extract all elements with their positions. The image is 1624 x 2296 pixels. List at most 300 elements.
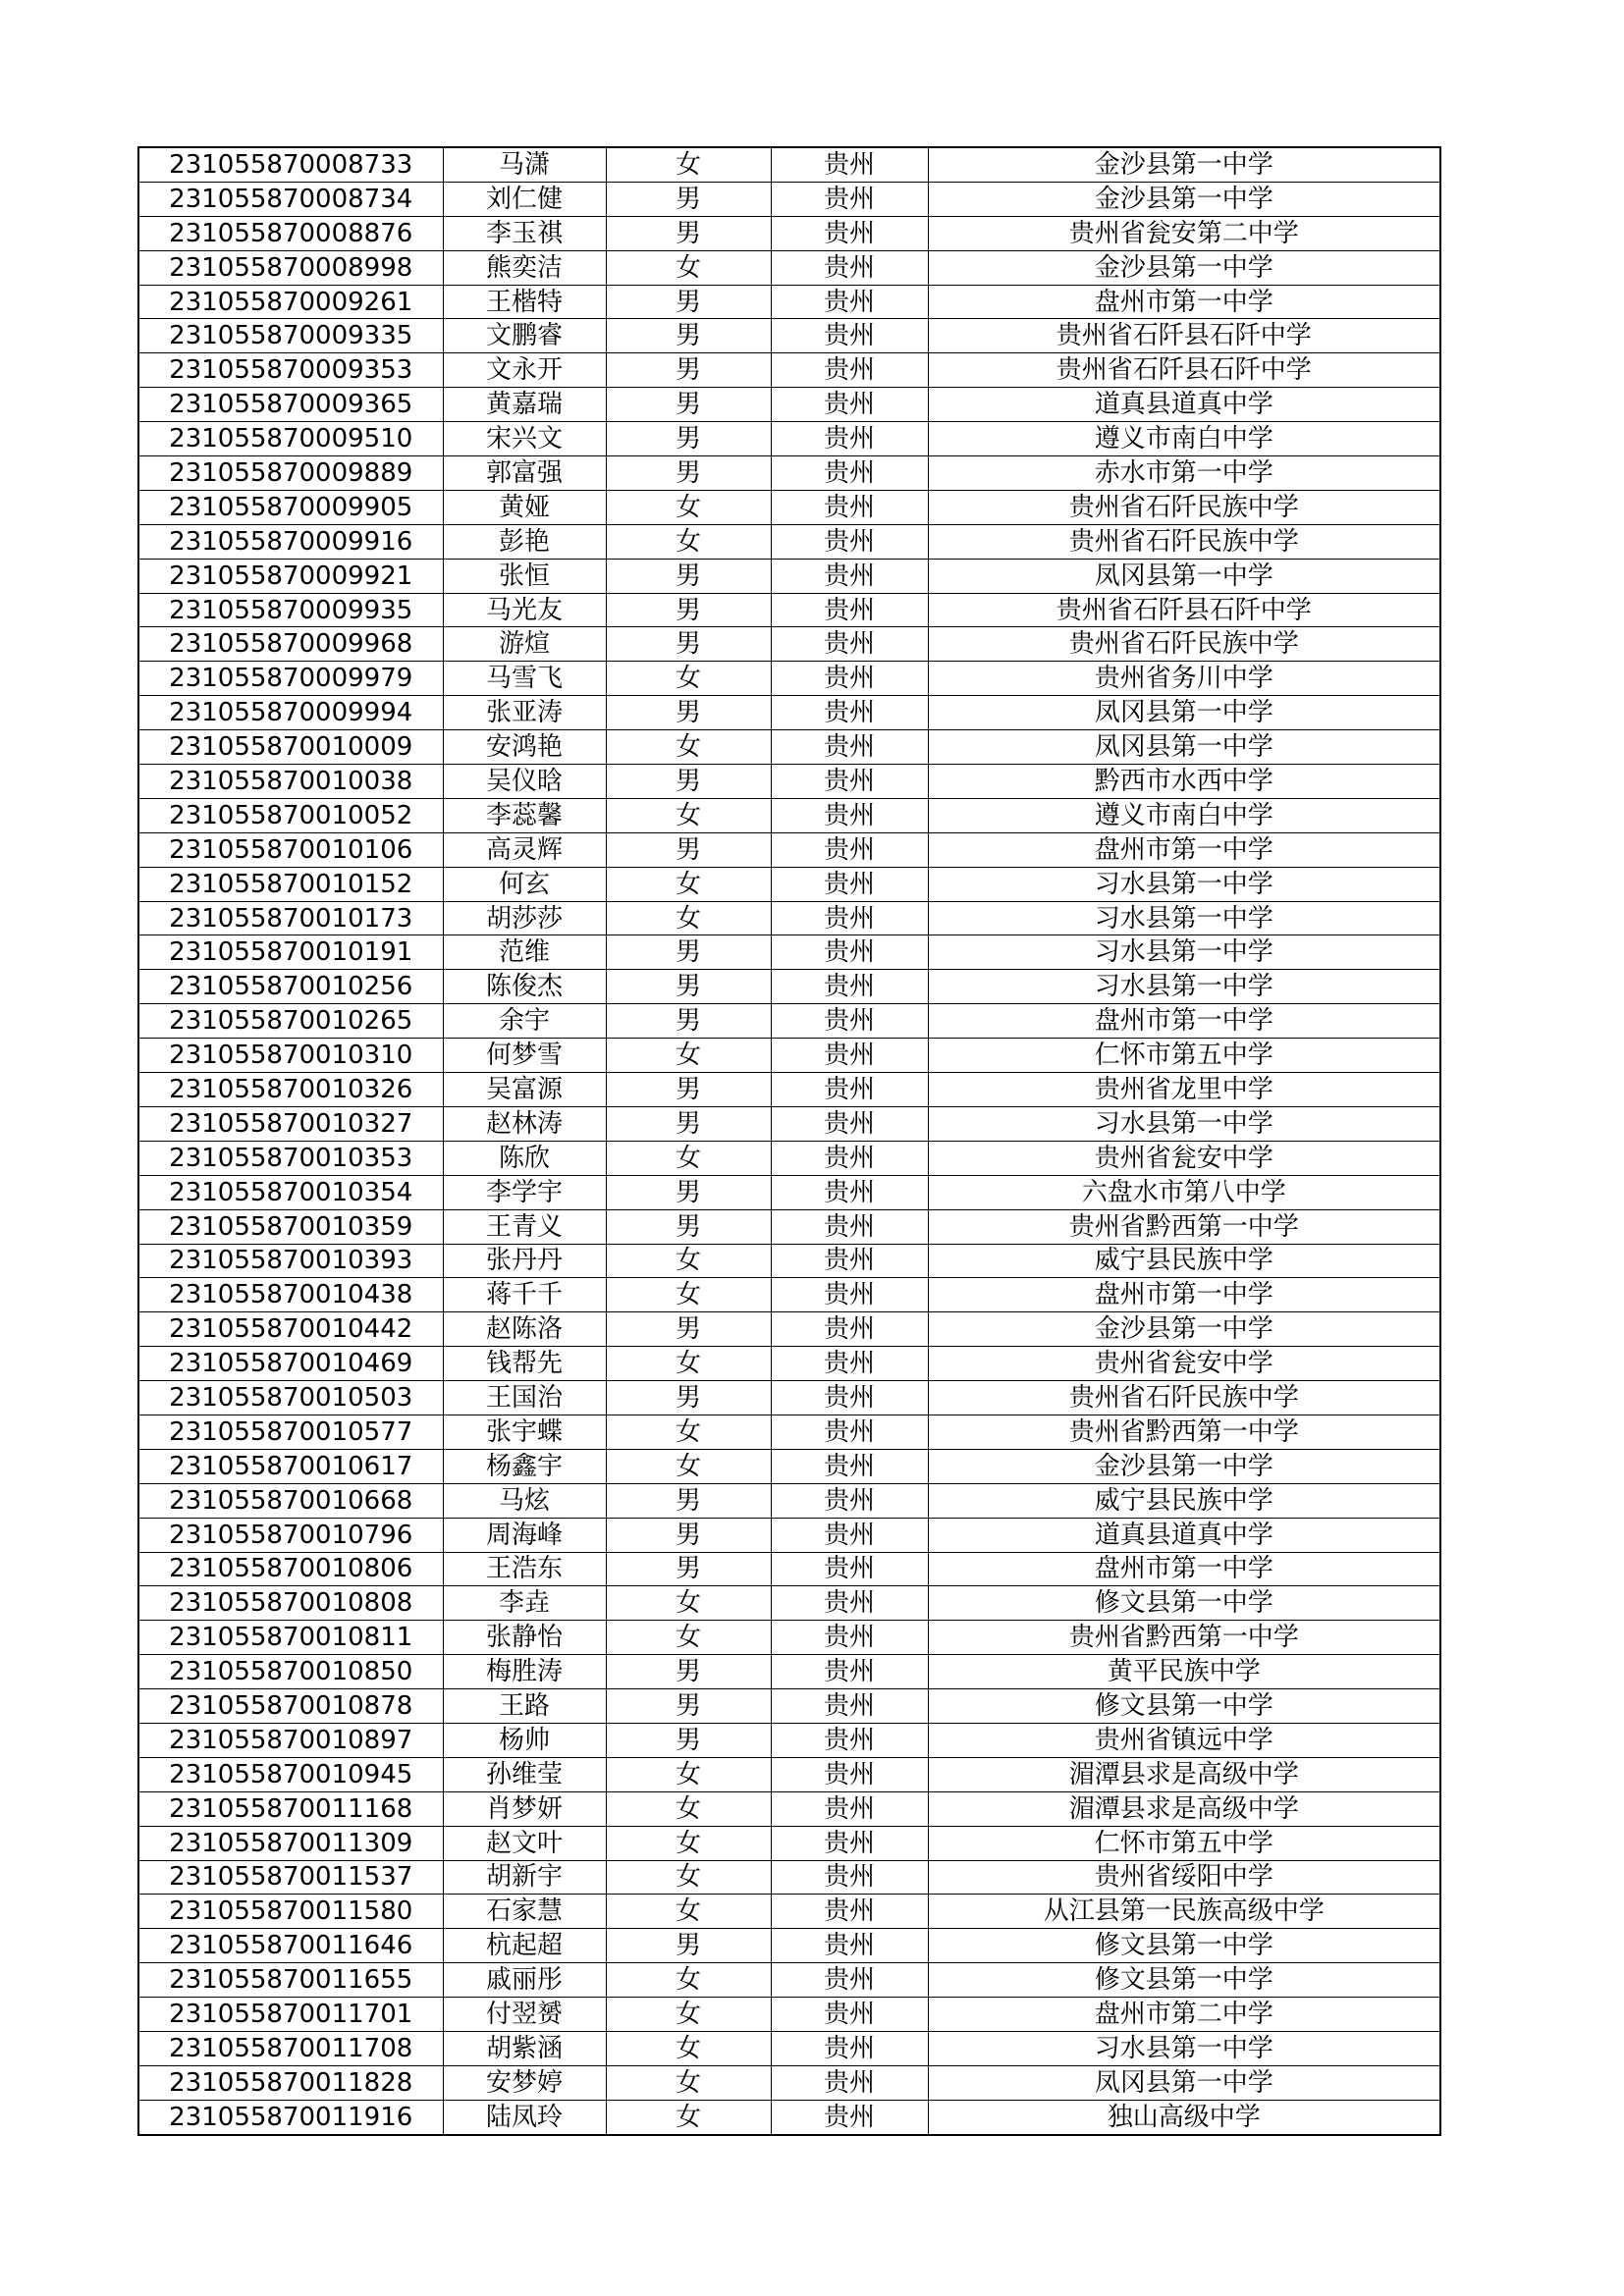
name-cell: 杨帅 <box>443 1723 606 1757</box>
gender-cell: 女 <box>606 1244 771 1278</box>
name-cell: 王浩东 <box>443 1552 606 1586</box>
gender-cell: 男 <box>606 1552 771 1586</box>
province-cell: 贵州 <box>771 1963 928 1998</box>
name-cell: 马雪飞 <box>443 662 606 696</box>
school-cell: 黄平民族中学 <box>928 1655 1440 1689</box>
table-row <box>138 490 1440 524</box>
gender-cell: 男 <box>606 832 771 867</box>
gender-cell: 女 <box>606 1826 771 1860</box>
school-cell: 贵州省黔西第一中学 <box>928 1415 1440 1449</box>
province-cell: 贵州 <box>771 1039 928 1073</box>
name-cell: 梅胜涛 <box>443 1655 606 1689</box>
exam-id-cell: 231055870010469 <box>138 1347 443 1381</box>
school-cell: 仁怀市第五中学 <box>928 1826 1440 1860</box>
school-cell: 湄潭县求是高级中学 <box>928 1757 1440 1791</box>
exam-id-cell: 231055870009889 <box>138 456 443 491</box>
table-row <box>138 1963 1440 1998</box>
gender-cell: 男 <box>606 456 771 491</box>
table-row <box>138 2031 1440 2065</box>
table-row <box>138 456 1440 491</box>
school-cell: 习水县第一中学 <box>928 867 1440 901</box>
exam-id-cell: 231055870011580 <box>138 1895 443 1929</box>
table-row <box>138 1039 1440 1073</box>
exam-id-cell: 231055870010617 <box>138 1449 443 1483</box>
exam-id-cell: 231055870010503 <box>138 1381 443 1415</box>
province-cell: 贵州 <box>771 627 928 662</box>
school-cell: 贵州省瓮安第二中学 <box>928 216 1440 250</box>
name-cell: 戚丽彤 <box>443 1963 606 1998</box>
gender-cell: 男 <box>606 1483 771 1518</box>
table-row <box>138 1449 1440 1483</box>
table-row <box>138 1860 1440 1895</box>
province-cell: 贵州 <box>771 388 928 422</box>
exam-id-cell: 231055870010152 <box>138 867 443 901</box>
name-cell: 马炫 <box>443 1483 606 1518</box>
province-cell: 贵州 <box>771 832 928 867</box>
gender-cell: 女 <box>606 1963 771 1998</box>
exam-id-cell: 231055870009968 <box>138 627 443 662</box>
exam-id-cell: 231055870011701 <box>138 1998 443 2032</box>
exam-id-cell: 231055870009979 <box>138 662 443 696</box>
school-cell: 盘州市第一中学 <box>928 832 1440 867</box>
name-cell: 陈欣 <box>443 1141 606 1175</box>
table-row <box>138 1483 1440 1518</box>
school-cell: 修文县第一中学 <box>928 1586 1440 1621</box>
exam-id-cell: 231055870010353 <box>138 1141 443 1175</box>
exam-id-cell: 231055870010668 <box>138 1483 443 1518</box>
gender-cell: 女 <box>606 1998 771 2032</box>
name-cell: 张恒 <box>443 559 606 593</box>
gender-cell: 男 <box>606 627 771 662</box>
gender-cell: 女 <box>606 798 771 832</box>
exam-id-cell: 231055870010326 <box>138 1073 443 1107</box>
exam-id-cell: 231055870011646 <box>138 1929 443 1963</box>
province-cell: 贵州 <box>771 1004 928 1039</box>
table-row <box>138 2100 1440 2134</box>
exam-id-cell: 231055870008876 <box>138 216 443 250</box>
table-row <box>138 765 1440 799</box>
exam-id-cell: 231055870010393 <box>138 1244 443 1278</box>
school-cell: 贵州省石阡民族中学 <box>928 627 1440 662</box>
exam-id-cell: 231055870011537 <box>138 1860 443 1895</box>
table-row <box>138 1347 1440 1381</box>
name-cell: 杭起超 <box>443 1929 606 1963</box>
province-cell: 贵州 <box>771 935 928 970</box>
province-cell: 贵州 <box>771 147 928 182</box>
gender-cell: 男 <box>606 216 771 250</box>
gender-cell: 女 <box>606 250 771 285</box>
gender-cell: 男 <box>606 593 771 627</box>
province-cell: 贵州 <box>771 662 928 696</box>
name-cell: 马光友 <box>443 593 606 627</box>
table-row <box>138 593 1440 627</box>
exam-id-cell: 231055870010359 <box>138 1209 443 1244</box>
name-cell: 彭艳 <box>443 524 606 559</box>
school-cell: 贵州省瓮安中学 <box>928 1141 1440 1175</box>
gender-cell: 女 <box>606 2031 771 2065</box>
name-cell: 黄嘉瑞 <box>443 388 606 422</box>
school-cell: 习水县第一中学 <box>928 935 1440 970</box>
province-cell: 贵州 <box>771 1449 928 1483</box>
exam-id-cell: 231055870010038 <box>138 765 443 799</box>
name-cell: 李学宇 <box>443 1175 606 1209</box>
table-row <box>138 353 1440 388</box>
table-row <box>138 1415 1440 1449</box>
province-cell: 贵州 <box>771 490 928 524</box>
gender-cell: 男 <box>606 1723 771 1757</box>
exam-id-cell: 231055870010256 <box>138 970 443 1004</box>
table-row <box>138 147 1440 182</box>
table-row <box>138 1655 1440 1689</box>
exam-id-cell: 231055870010354 <box>138 1175 443 1209</box>
name-cell: 孙维莹 <box>443 1757 606 1791</box>
province-cell: 贵州 <box>771 1312 928 1347</box>
exam-id-cell: 231055870009905 <box>138 490 443 524</box>
province-cell: 贵州 <box>771 1998 928 2032</box>
gender-cell: 男 <box>606 285 771 319</box>
school-cell: 金沙县第一中学 <box>928 147 1440 182</box>
table-row <box>138 832 1440 867</box>
gender-cell: 女 <box>606 1141 771 1175</box>
table-row <box>138 1757 1440 1791</box>
school-cell: 遵义市南白中学 <box>928 798 1440 832</box>
name-cell: 安梦婷 <box>443 2065 606 2100</box>
name-cell: 钱帮先 <box>443 1347 606 1381</box>
gender-cell: 女 <box>606 1347 771 1381</box>
name-cell: 何梦雪 <box>443 1039 606 1073</box>
name-cell: 王国治 <box>443 1381 606 1415</box>
province-cell: 贵州 <box>771 1723 928 1757</box>
school-cell: 贵州省石阡县石阡中学 <box>928 319 1440 353</box>
school-cell: 习水县第一中学 <box>928 901 1440 935</box>
table-row <box>138 1895 1440 1929</box>
table-row <box>138 1312 1440 1347</box>
gender-cell: 女 <box>606 147 771 182</box>
table-row <box>138 730 1440 765</box>
table-row <box>138 216 1440 250</box>
school-cell: 金沙县第一中学 <box>928 1449 1440 1483</box>
gender-cell: 女 <box>606 1278 771 1312</box>
exam-id-cell: 231055870010327 <box>138 1106 443 1141</box>
name-cell: 张亚涛 <box>443 696 606 730</box>
school-cell: 习水县第一中学 <box>928 970 1440 1004</box>
name-cell: 李垚 <box>443 1586 606 1621</box>
gender-cell: 男 <box>606 182 771 216</box>
exam-id-cell: 231055870011708 <box>138 2031 443 2065</box>
name-cell: 石家慧 <box>443 1895 606 1929</box>
gender-cell: 女 <box>606 1449 771 1483</box>
exam-id-cell: 231055870010577 <box>138 1415 443 1449</box>
name-cell: 蒋千千 <box>443 1278 606 1312</box>
exam-id-cell: 231055870010442 <box>138 1312 443 1347</box>
name-cell: 文鹏睿 <box>443 319 606 353</box>
gender-cell: 男 <box>606 970 771 1004</box>
school-cell: 贵州省务川中学 <box>928 662 1440 696</box>
name-cell: 熊奕洁 <box>443 250 606 285</box>
gender-cell: 女 <box>606 867 771 901</box>
table-row <box>138 1586 1440 1621</box>
gender-cell: 女 <box>606 1895 771 1929</box>
name-cell: 王楷特 <box>443 285 606 319</box>
school-cell: 金沙县第一中学 <box>928 182 1440 216</box>
school-cell: 盘州市第一中学 <box>928 1278 1440 1312</box>
table-row <box>138 1791 1440 1826</box>
student-table <box>137 146 1441 2136</box>
province-cell: 贵州 <box>771 798 928 832</box>
province-cell: 贵州 <box>771 2031 928 2065</box>
table-row <box>138 1278 1440 1312</box>
province-cell: 贵州 <box>771 319 928 353</box>
name-cell: 胡新宇 <box>443 1860 606 1895</box>
exam-id-cell: 231055870011309 <box>138 1826 443 1860</box>
exam-id-cell: 231055870010945 <box>138 1757 443 1791</box>
exam-id-cell: 231055870011916 <box>138 2100 443 2134</box>
gender-cell: 女 <box>606 1621 771 1655</box>
province-cell: 贵州 <box>771 456 928 491</box>
table-row <box>138 798 1440 832</box>
school-cell: 威宁县民族中学 <box>928 1483 1440 1518</box>
exam-id-cell: 231055870009353 <box>138 353 443 388</box>
table-row <box>138 250 1440 285</box>
gender-cell: 男 <box>606 1929 771 1963</box>
table-row <box>138 1141 1440 1175</box>
name-cell: 杨鑫宇 <box>443 1449 606 1483</box>
name-cell: 赵陈洛 <box>443 1312 606 1347</box>
name-cell: 张宇蝶 <box>443 1415 606 1449</box>
gender-cell: 女 <box>606 901 771 935</box>
exam-id-cell: 231055870010811 <box>138 1621 443 1655</box>
name-cell: 安鸿艳 <box>443 730 606 765</box>
name-cell: 吴富源 <box>443 1073 606 1107</box>
table-row <box>138 1723 1440 1757</box>
province-cell: 贵州 <box>771 1791 928 1826</box>
gender-cell: 男 <box>606 1689 771 1724</box>
gender-cell: 女 <box>606 730 771 765</box>
name-cell: 胡紫涵 <box>443 2031 606 2065</box>
table-row <box>138 1106 1440 1141</box>
name-cell: 李蕊馨 <box>443 798 606 832</box>
name-cell: 黄娅 <box>443 490 606 524</box>
gender-cell: 女 <box>606 490 771 524</box>
table-row <box>138 182 1440 216</box>
table-row <box>138 1929 1440 1963</box>
school-cell: 修文县第一中学 <box>928 1929 1440 1963</box>
table-row <box>138 1381 1440 1415</box>
school-cell: 湄潭县求是高级中学 <box>928 1791 1440 1826</box>
table-row <box>138 524 1440 559</box>
province-cell: 贵州 <box>771 2065 928 2100</box>
gender-cell: 女 <box>606 1039 771 1073</box>
province-cell: 贵州 <box>771 1106 928 1141</box>
exam-id-cell: 231055870010265 <box>138 1004 443 1039</box>
name-cell: 范维 <box>443 935 606 970</box>
table-row <box>138 1826 1440 1860</box>
table-row <box>138 696 1440 730</box>
table-row <box>138 1244 1440 1278</box>
school-cell: 凤冈县第一中学 <box>928 2065 1440 2100</box>
province-cell: 贵州 <box>771 901 928 935</box>
table-row <box>138 1621 1440 1655</box>
table-row <box>138 935 1440 970</box>
province-cell: 贵州 <box>771 1552 928 1586</box>
table-row <box>138 559 1440 593</box>
gender-cell: 男 <box>606 1175 771 1209</box>
province-cell: 贵州 <box>771 1895 928 1929</box>
school-cell: 贵州省龙里中学 <box>928 1073 1440 1107</box>
exam-id-cell: 231055870011168 <box>138 1791 443 1826</box>
table-row <box>138 285 1440 319</box>
province-cell: 贵州 <box>771 250 928 285</box>
gender-cell: 女 <box>606 1757 771 1791</box>
name-cell: 吴仪晗 <box>443 765 606 799</box>
table-row <box>138 627 1440 662</box>
name-cell: 赵文叶 <box>443 1826 606 1860</box>
name-cell: 游煊 <box>443 627 606 662</box>
school-cell: 金沙县第一中学 <box>928 250 1440 285</box>
school-cell: 金沙县第一中学 <box>928 1312 1440 1347</box>
exam-id-cell: 231055870010796 <box>138 1518 443 1552</box>
province-cell: 贵州 <box>771 1757 928 1791</box>
province-cell: 贵州 <box>771 765 928 799</box>
exam-id-cell: 231055870009994 <box>138 696 443 730</box>
school-cell: 修文县第一中学 <box>928 1689 1440 1724</box>
school-cell: 凤冈县第一中学 <box>928 559 1440 593</box>
province-cell: 贵州 <box>771 1860 928 1895</box>
school-cell: 贵州省石阡县石阡中学 <box>928 353 1440 388</box>
exam-id-cell: 231055870009935 <box>138 593 443 627</box>
name-cell: 刘仁健 <box>443 182 606 216</box>
province-cell: 贵州 <box>771 593 928 627</box>
name-cell: 肖梦妍 <box>443 1791 606 1826</box>
school-cell: 凤冈县第一中学 <box>928 696 1440 730</box>
school-cell: 贵州省镇远中学 <box>928 1723 1440 1757</box>
exam-id-cell: 231055870011655 <box>138 1963 443 1998</box>
exam-id-cell: 231055870010106 <box>138 832 443 867</box>
school-cell: 盘州市第一中学 <box>928 1552 1440 1586</box>
name-cell: 文永开 <box>443 353 606 388</box>
province-cell: 贵州 <box>771 1518 928 1552</box>
gender-cell: 男 <box>606 935 771 970</box>
gender-cell: 男 <box>606 1073 771 1107</box>
gender-cell: 男 <box>606 319 771 353</box>
province-cell: 贵州 <box>771 2100 928 2134</box>
gender-cell: 男 <box>606 1518 771 1552</box>
exam-id-cell: 231055870009261 <box>138 285 443 319</box>
name-cell: 付翌赟 <box>443 1998 606 2032</box>
gender-cell: 女 <box>606 2065 771 2100</box>
gender-cell: 女 <box>606 524 771 559</box>
name-cell: 周海峰 <box>443 1518 606 1552</box>
name-cell: 张丹丹 <box>443 1244 606 1278</box>
table-row <box>138 1998 1440 2032</box>
school-cell: 盘州市第二中学 <box>928 1998 1440 2032</box>
province-cell: 贵州 <box>771 524 928 559</box>
province-cell: 贵州 <box>771 1415 928 1449</box>
province-cell: 贵州 <box>771 1381 928 1415</box>
school-cell: 盘州市第一中学 <box>928 1004 1440 1039</box>
exam-id-cell: 231055870010850 <box>138 1655 443 1689</box>
gender-cell: 男 <box>606 1004 771 1039</box>
province-cell: 贵州 <box>771 1621 928 1655</box>
province-cell: 贵州 <box>771 285 928 319</box>
school-cell: 贵州省绥阳中学 <box>928 1860 1440 1895</box>
gender-cell: 男 <box>606 353 771 388</box>
school-cell: 贵州省瓮安中学 <box>928 1347 1440 1381</box>
name-cell: 赵林涛 <box>443 1106 606 1141</box>
gender-cell: 女 <box>606 1586 771 1621</box>
name-cell: 余宇 <box>443 1004 606 1039</box>
school-cell: 凤冈县第一中学 <box>928 730 1440 765</box>
school-cell: 赤水市第一中学 <box>928 456 1440 491</box>
exam-id-cell: 231055870010191 <box>138 935 443 970</box>
exam-id-cell: 231055870010009 <box>138 730 443 765</box>
table-row <box>138 319 1440 353</box>
exam-id-cell: 231055870010808 <box>138 1586 443 1621</box>
gender-cell: 男 <box>606 422 771 456</box>
gender-cell: 女 <box>606 662 771 696</box>
gender-cell: 男 <box>606 696 771 730</box>
province-cell: 贵州 <box>771 1141 928 1175</box>
exam-id-cell: 231055870008733 <box>138 147 443 182</box>
province-cell: 贵州 <box>771 1689 928 1724</box>
province-cell: 贵州 <box>771 867 928 901</box>
gender-cell: 男 <box>606 1106 771 1141</box>
province-cell: 贵州 <box>771 1483 928 1518</box>
table-row <box>138 1518 1440 1552</box>
province-cell: 贵州 <box>771 1209 928 1244</box>
exam-id-cell: 231055870010897 <box>138 1723 443 1757</box>
exam-id-cell: 231055870011828 <box>138 2065 443 2100</box>
province-cell: 贵州 <box>771 1073 928 1107</box>
table-row <box>138 422 1440 456</box>
school-cell: 从江县第一民族高级中学 <box>928 1895 1440 1929</box>
province-cell: 贵州 <box>771 1244 928 1278</box>
school-cell: 道真县道真中学 <box>928 388 1440 422</box>
gender-cell: 女 <box>606 1860 771 1895</box>
table-row <box>138 970 1440 1004</box>
gender-cell: 男 <box>606 559 771 593</box>
school-cell: 遵义市南白中学 <box>928 422 1440 456</box>
school-cell: 盘州市第一中学 <box>928 285 1440 319</box>
school-cell: 威宁县民族中学 <box>928 1244 1440 1278</box>
table-row <box>138 867 1440 901</box>
school-cell: 仁怀市第五中学 <box>928 1039 1440 1073</box>
gender-cell: 男 <box>606 1655 771 1689</box>
table-row <box>138 1209 1440 1244</box>
school-cell: 习水县第一中学 <box>928 1106 1440 1141</box>
province-cell: 贵州 <box>771 1826 928 1860</box>
gender-cell: 女 <box>606 1791 771 1826</box>
province-cell: 贵州 <box>771 696 928 730</box>
school-cell: 习水县第一中学 <box>928 2031 1440 2065</box>
province-cell: 贵州 <box>771 353 928 388</box>
name-cell: 何玄 <box>443 867 606 901</box>
school-cell: 贵州省石阡县石阡中学 <box>928 593 1440 627</box>
gender-cell: 男 <box>606 1381 771 1415</box>
school-cell: 贵州省石阡民族中学 <box>928 524 1440 559</box>
table-row <box>138 1175 1440 1209</box>
table-row <box>138 1004 1440 1039</box>
school-cell: 独山高级中学 <box>928 2100 1440 2134</box>
gender-cell: 男 <box>606 765 771 799</box>
province-cell: 贵州 <box>771 182 928 216</box>
table-row <box>138 1073 1440 1107</box>
exam-id-cell: 231055870009916 <box>138 524 443 559</box>
gender-cell: 女 <box>606 2100 771 2134</box>
school-cell: 道真县道真中学 <box>928 1518 1440 1552</box>
gender-cell: 男 <box>606 1209 771 1244</box>
table-row <box>138 1689 1440 1724</box>
